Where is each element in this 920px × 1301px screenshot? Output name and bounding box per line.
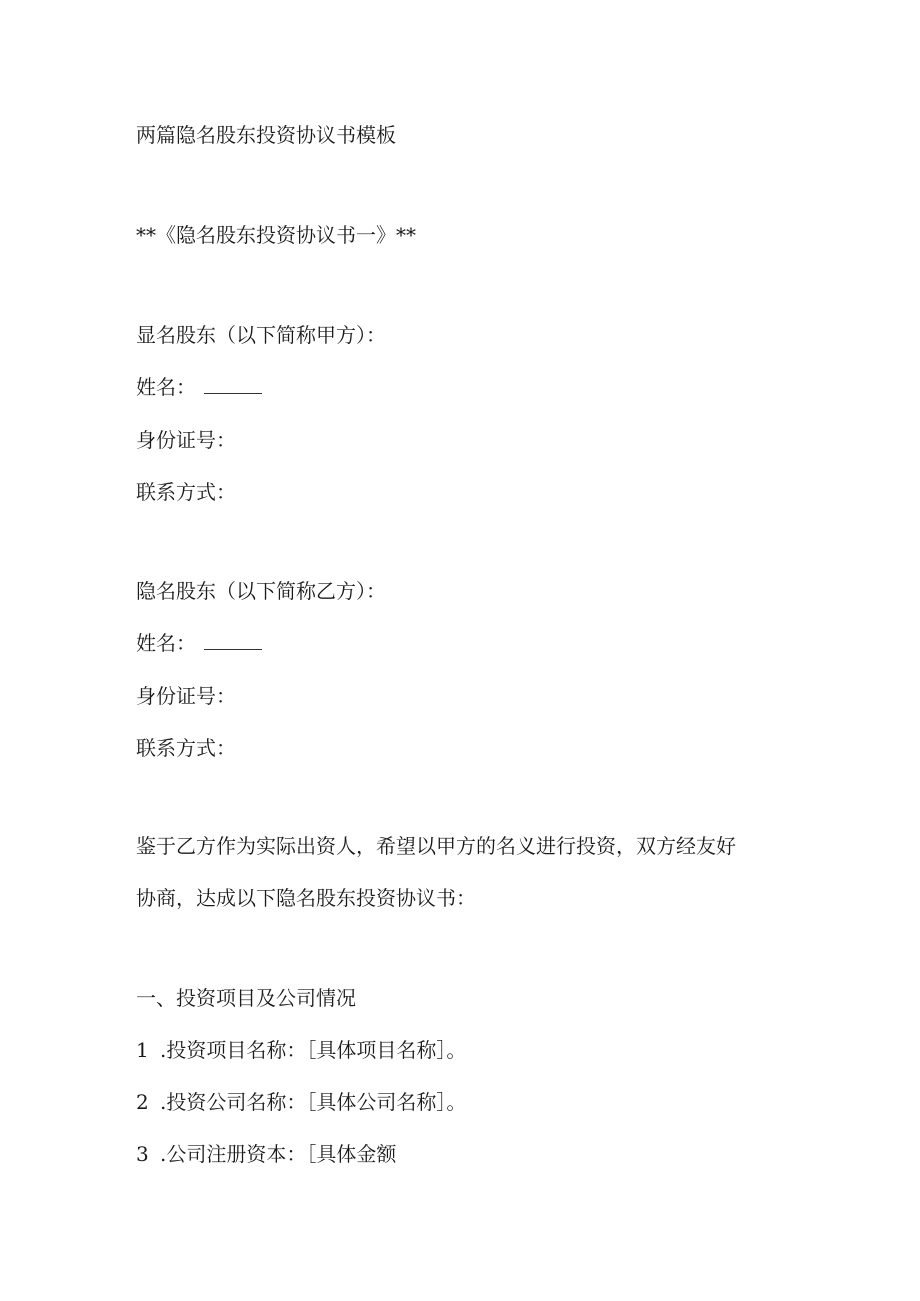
party-a-heading: 显名股东（以下简称甲方）：	[136, 323, 386, 347]
item-number: 1	[136, 1038, 149, 1062]
item-number: 3	[136, 1142, 149, 1166]
intro-line-1: 鉴于乙方作为实际出资人，希望以甲方的名义进行投资，双方经友好	[136, 834, 736, 858]
clause-1-item	[136, 1037, 466, 1063]
clause-1-item	[136, 1141, 396, 1167]
item-number: 2	[136, 1090, 149, 1114]
intro-line-2: 协商，达成以下隐名股东投资协议书：	[136, 886, 476, 910]
item-text: .投资公司名称：［具体公司名称］。	[160, 1090, 467, 1114]
party-b-contact-label: 联系方式：	[136, 736, 236, 760]
party-a-contact-label: 联系方式：	[136, 480, 236, 504]
clause-1-heading: 一、投资项目及公司情况	[136, 986, 356, 1010]
party-a-name-label: 姓名：	[136, 375, 196, 399]
party-b-name-label: 姓名：	[136, 631, 196, 655]
party-b-name-blank	[204, 631, 262, 650]
clause-1-item	[136, 1089, 466, 1115]
party-a-name-row	[136, 374, 262, 400]
party-b-name-row	[136, 630, 262, 656]
party-b-heading: 隐名股东（以下简称乙方）：	[136, 579, 386, 603]
party-a-name-blank	[204, 375, 262, 394]
item-text: .投资项目名称：［具体项目名称］。	[160, 1038, 467, 1062]
document-title: 两篇隐名股东投资协议书模板	[136, 123, 396, 147]
item-text: .公司注册资本：［具体金额	[160, 1142, 397, 1166]
section-heading: **《隐名股东投资协议书一》**	[136, 223, 416, 247]
party-b-id-label: 身份证号：	[136, 684, 236, 708]
party-a-id-label: 身份证号：	[136, 428, 236, 452]
